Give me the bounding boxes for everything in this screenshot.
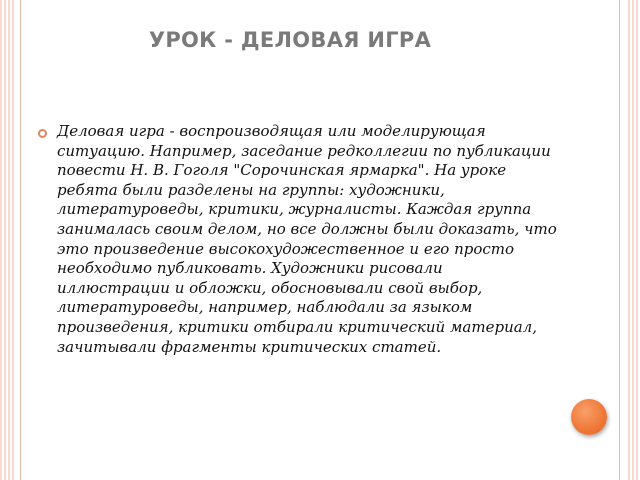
bullet-circle-icon — [38, 129, 47, 138]
left-frame-line — [20, 0, 21, 480]
orange-circle-decoration — [571, 399, 607, 435]
right-frame-line — [619, 0, 620, 480]
slide-content — [38, 122, 558, 357]
left-stripe-border — [0, 0, 14, 480]
bullet-text: Деловая игра - воспроизводящая или моделирующая ситуацию. Например, заседание редколлегии по публикации повести Н. В. Гоголя "Сорочинская ярмарка". На уроке ребята были разделены на группы: художники, литературоведы, критики, журналисты. Каждая группа занималась своим делом, но все должны были доказать, что это произведение высокохудожественное и его просто необходимо публиковать. Художники рисовали иллюстрации и обложки, обосновывали свой выбор, литературоведы, например, наблюдали за языком произведения, критики отбирали критический материал, зачитывали фрагменты критических статей. — [57, 122, 557, 356]
slide-title: УРОК - ДЕЛОВАЯ ИГРА — [148, 28, 432, 52]
right-stripe-border — [626, 0, 640, 480]
bullet-item — [38, 122, 558, 357]
